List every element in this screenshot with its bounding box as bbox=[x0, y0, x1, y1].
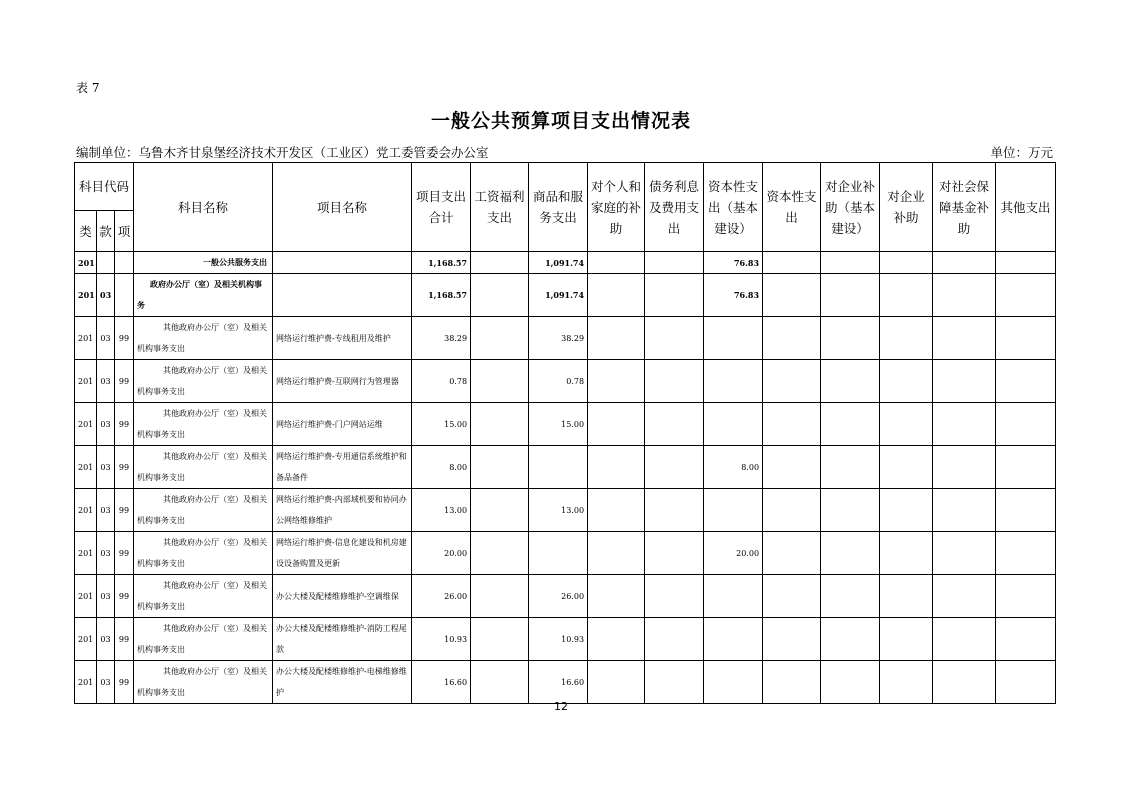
table-row bbox=[75, 618, 1056, 661]
table-row bbox=[75, 575, 1056, 618]
cell-goods: 10.93 bbox=[529, 618, 588, 661]
cell-ent-basic bbox=[821, 532, 880, 575]
cell-ent bbox=[880, 661, 933, 704]
cell-lei: 201 bbox=[75, 661, 97, 704]
cell-kuan: 03 bbox=[97, 317, 115, 360]
cell-xiang bbox=[115, 252, 134, 274]
cell-project: 网络运行维护费-专用通信系统维护和备品备件 bbox=[273, 446, 412, 489]
compiling-unit: 编制单位：乌鲁木齐甘泉堡经济技术开发区（工业区）党工委管委会办公室 bbox=[76, 145, 489, 160]
cell-kuan: 03 bbox=[97, 446, 115, 489]
cell-ent bbox=[880, 274, 933, 317]
cell-lei: 201 bbox=[75, 317, 97, 360]
table-row bbox=[75, 403, 1056, 446]
cell-kuan: 03 bbox=[97, 661, 115, 704]
cell-project: 网络运行维护费-专线租用及维护 bbox=[273, 317, 412, 360]
cell-debt bbox=[645, 661, 704, 704]
cell-capital-basic: 8.00 bbox=[704, 446, 763, 489]
header-ent: 对企业补助 bbox=[880, 163, 933, 252]
cell-subject bbox=[134, 403, 273, 446]
subject-text: 其他政府办公厅（室）及相关机构事务支出 bbox=[137, 452, 268, 482]
cell-social bbox=[933, 489, 996, 532]
cell-debt bbox=[645, 446, 704, 489]
cell-social bbox=[933, 575, 996, 618]
header-wage: 工资福利支出 bbox=[471, 163, 529, 252]
cell-xiang: 99 bbox=[115, 489, 134, 532]
cell-personal bbox=[588, 618, 645, 661]
cell-other bbox=[996, 575, 1056, 618]
cell-ent bbox=[880, 360, 933, 403]
cell-goods: 15.00 bbox=[529, 403, 588, 446]
subject-text: 其他政府办公厅（室）及相关机构事务支出 bbox=[137, 667, 268, 697]
cell-lei: 201 bbox=[75, 252, 97, 274]
cell-project: 网络运行维护费-内部域机要和协同办公网络维修维护 bbox=[273, 489, 412, 532]
cell-debt bbox=[645, 252, 704, 274]
cell-project bbox=[273, 252, 412, 274]
cell-debt bbox=[645, 575, 704, 618]
cell-subject bbox=[134, 661, 273, 704]
cell-lei: 201 bbox=[75, 489, 97, 532]
cell-personal bbox=[588, 360, 645, 403]
cell-personal bbox=[588, 661, 645, 704]
table-row bbox=[75, 661, 1056, 704]
table-label: 表 7 bbox=[76, 81, 100, 95]
cell-capital-basic bbox=[704, 489, 763, 532]
cell-wage bbox=[471, 446, 529, 489]
cell-total: 8.00 bbox=[412, 446, 471, 489]
cell-xiang bbox=[115, 274, 134, 317]
cell-debt bbox=[645, 532, 704, 575]
cell-lei: 201 bbox=[75, 575, 97, 618]
cell-xiang: 99 bbox=[115, 532, 134, 575]
cell-capital bbox=[763, 252, 821, 274]
cell-ent bbox=[880, 618, 933, 661]
cell-ent-basic bbox=[821, 661, 880, 704]
cell-ent-basic bbox=[821, 360, 880, 403]
cell-capital bbox=[763, 403, 821, 446]
cell-subject bbox=[134, 274, 273, 317]
cell-kuan: 03 bbox=[97, 575, 115, 618]
header-kuan: 款 bbox=[97, 211, 115, 252]
cell-subject bbox=[134, 317, 273, 360]
cell-ent bbox=[880, 446, 933, 489]
cell-capital bbox=[763, 489, 821, 532]
cell-ent bbox=[880, 403, 933, 446]
cell-debt bbox=[645, 489, 704, 532]
table-row bbox=[75, 532, 1056, 575]
cell-capital-basic: 76.83 bbox=[704, 252, 763, 274]
cell-lei: 201 bbox=[75, 618, 97, 661]
cell-personal bbox=[588, 317, 645, 360]
header-lei: 类 bbox=[75, 211, 97, 252]
cell-social bbox=[933, 403, 996, 446]
cell-lei: 201 bbox=[75, 446, 97, 489]
cell-xiang: 99 bbox=[115, 446, 134, 489]
cell-capital bbox=[763, 360, 821, 403]
header-other: 其他支出 bbox=[996, 163, 1056, 252]
cell-other bbox=[996, 317, 1056, 360]
cell-capital bbox=[763, 661, 821, 704]
cell-wage bbox=[471, 360, 529, 403]
cell-goods: 0.78 bbox=[529, 360, 588, 403]
cell-wage bbox=[471, 618, 529, 661]
cell-personal bbox=[588, 274, 645, 317]
subject-text: 其他政府办公厅（室）及相关机构事务支出 bbox=[137, 538, 268, 568]
cell-project: 网络运行维护费-门户网站运维 bbox=[273, 403, 412, 446]
cell-total: 1,168.57 bbox=[412, 274, 471, 317]
cell-xiang: 99 bbox=[115, 661, 134, 704]
cell-total: 10.93 bbox=[412, 618, 471, 661]
cell-xiang: 99 bbox=[115, 317, 134, 360]
header-project-name: 项目名称 bbox=[273, 163, 412, 252]
cell-ent-basic bbox=[821, 618, 880, 661]
cell-ent-basic bbox=[821, 575, 880, 618]
cell-capital-basic bbox=[704, 618, 763, 661]
cell-wage bbox=[471, 489, 529, 532]
cell-debt bbox=[645, 274, 704, 317]
cell-total: 38.29 bbox=[412, 317, 471, 360]
cell-ent bbox=[880, 252, 933, 274]
cell-subject bbox=[134, 575, 273, 618]
cell-capital-basic: 20.00 bbox=[704, 532, 763, 575]
cell-wage bbox=[471, 661, 529, 704]
table-row bbox=[75, 317, 1056, 360]
cell-project: 办公大楼及配楼维修维护-消防工程尾款 bbox=[273, 618, 412, 661]
cell-subject bbox=[134, 252, 273, 274]
cell-kuan: 03 bbox=[97, 532, 115, 575]
cell-ent bbox=[880, 532, 933, 575]
cell-capital-basic bbox=[704, 661, 763, 704]
cell-xiang: 99 bbox=[115, 360, 134, 403]
header-capital: 资本性支出 bbox=[763, 163, 821, 252]
cell-goods bbox=[529, 532, 588, 575]
header-subject-name: 科目名称 bbox=[134, 163, 273, 252]
cell-debt bbox=[645, 403, 704, 446]
cell-other bbox=[996, 532, 1056, 575]
cell-social bbox=[933, 274, 996, 317]
table-row bbox=[75, 489, 1056, 532]
cell-debt bbox=[645, 317, 704, 360]
cell-capital bbox=[763, 618, 821, 661]
table-row bbox=[75, 360, 1056, 403]
cell-project: 办公大楼及配楼维修维护-空调维保 bbox=[273, 575, 412, 618]
cell-goods: 16.60 bbox=[529, 661, 588, 704]
cell-kuan: 03 bbox=[97, 360, 115, 403]
budget-table bbox=[74, 162, 1056, 704]
header-ent-basic: 对企业补助（基本建设） bbox=[821, 163, 880, 252]
table-row bbox=[75, 252, 1056, 274]
cell-ent-basic bbox=[821, 274, 880, 317]
cell-social bbox=[933, 446, 996, 489]
cell-social bbox=[933, 360, 996, 403]
cell-ent-basic bbox=[821, 252, 880, 274]
cell-goods: 13.00 bbox=[529, 489, 588, 532]
cell-lei: 201 bbox=[75, 360, 97, 403]
subject-text: 其他政府办公厅（室）及相关机构事务支出 bbox=[137, 624, 268, 654]
cell-wage bbox=[471, 532, 529, 575]
cell-personal bbox=[588, 403, 645, 446]
table-body bbox=[75, 163, 1056, 704]
cell-lei: 201 bbox=[75, 403, 97, 446]
table-row bbox=[75, 274, 1056, 317]
cell-personal bbox=[588, 446, 645, 489]
cell-other bbox=[996, 274, 1056, 317]
header-debt: 债务利息及费用支出 bbox=[645, 163, 704, 252]
cell-social bbox=[933, 618, 996, 661]
cell-capital bbox=[763, 575, 821, 618]
cell-subject bbox=[134, 532, 273, 575]
cell-other bbox=[996, 661, 1056, 704]
cell-ent-basic bbox=[821, 489, 880, 532]
cell-kuan bbox=[97, 252, 115, 274]
cell-other bbox=[996, 360, 1056, 403]
cell-kuan: 03 bbox=[97, 489, 115, 532]
cell-capital-basic bbox=[704, 575, 763, 618]
cell-goods bbox=[529, 446, 588, 489]
cell-ent-basic bbox=[821, 446, 880, 489]
cell-capital-basic bbox=[704, 360, 763, 403]
cell-xiang: 99 bbox=[115, 618, 134, 661]
cell-total: 13.00 bbox=[412, 489, 471, 532]
money-unit: 单位：万元 bbox=[990, 145, 1053, 160]
header-social: 对社会保障基金补助 bbox=[933, 163, 996, 252]
cell-other bbox=[996, 403, 1056, 446]
cell-wage bbox=[471, 252, 529, 274]
cell-capital bbox=[763, 317, 821, 360]
cell-project: 办公大楼及配楼维修维护-电梯维修维护 bbox=[273, 661, 412, 704]
cell-subject bbox=[134, 489, 273, 532]
cell-total: 1,168.57 bbox=[412, 252, 471, 274]
header-xiang: 项 bbox=[115, 211, 134, 252]
subject-text: 其他政府办公厅（室）及相关机构事务支出 bbox=[137, 409, 268, 439]
cell-ent bbox=[880, 489, 933, 532]
cell-kuan: 03 bbox=[97, 618, 115, 661]
header-goods: 商品和服务支出 bbox=[529, 163, 588, 252]
cell-project bbox=[273, 274, 412, 317]
header-total: 项目支出合计 bbox=[412, 163, 471, 252]
cell-lei: 201 bbox=[75, 532, 97, 575]
cell-other bbox=[996, 489, 1056, 532]
cell-capital-basic bbox=[704, 317, 763, 360]
cell-personal bbox=[588, 532, 645, 575]
subject-text: 其他政府办公厅（室）及相关机构事务支出 bbox=[137, 581, 268, 611]
cell-subject bbox=[134, 360, 273, 403]
cell-wage bbox=[471, 403, 529, 446]
cell-social bbox=[933, 532, 996, 575]
cell-total: 26.00 bbox=[412, 575, 471, 618]
table-row bbox=[75, 446, 1056, 489]
subject-text: 一般公共服务支出 bbox=[203, 257, 268, 267]
page-number: 12 bbox=[554, 700, 568, 713]
cell-personal bbox=[588, 489, 645, 532]
header-row-1 bbox=[75, 163, 1056, 211]
cell-social bbox=[933, 252, 996, 274]
cell-total: 15.00 bbox=[412, 403, 471, 446]
cell-total: 0.78 bbox=[412, 360, 471, 403]
cell-other bbox=[996, 618, 1056, 661]
cell-wage bbox=[471, 575, 529, 618]
cell-debt bbox=[645, 618, 704, 661]
cell-social bbox=[933, 317, 996, 360]
header-personal: 对个人和家庭的补助 bbox=[588, 163, 645, 252]
cell-subject bbox=[134, 618, 273, 661]
cell-ent bbox=[880, 317, 933, 360]
cell-ent bbox=[880, 575, 933, 618]
subject-text: 其他政府办公厅（室）及相关机构事务支出 bbox=[137, 323, 268, 353]
cell-wage bbox=[471, 274, 529, 317]
cell-lei: 201 bbox=[75, 274, 97, 317]
subject-text: 其他政府办公厅（室）及相关机构事务支出 bbox=[137, 495, 268, 525]
subject-text: 其他政府办公厅（室）及相关机构事务支出 bbox=[137, 366, 268, 396]
cell-goods: 26.00 bbox=[529, 575, 588, 618]
cell-personal bbox=[588, 252, 645, 274]
cell-ent-basic bbox=[821, 403, 880, 446]
cell-goods: 38.29 bbox=[529, 317, 588, 360]
cell-goods: 1,091.74 bbox=[529, 274, 588, 317]
cell-xiang: 99 bbox=[115, 575, 134, 618]
cell-debt bbox=[645, 360, 704, 403]
cell-other bbox=[996, 446, 1056, 489]
cell-total: 20.00 bbox=[412, 532, 471, 575]
subject-text: 政府办公厅（室）及相关机构事务 bbox=[137, 279, 263, 310]
cell-capital bbox=[763, 274, 821, 317]
cell-other bbox=[996, 252, 1056, 274]
cell-subject bbox=[134, 446, 273, 489]
cell-project: 网络运行维护费-互联网行为管理器 bbox=[273, 360, 412, 403]
cell-capital bbox=[763, 532, 821, 575]
cell-kuan: 03 bbox=[97, 403, 115, 446]
cell-wage bbox=[471, 317, 529, 360]
cell-xiang: 99 bbox=[115, 403, 134, 446]
cell-personal bbox=[588, 575, 645, 618]
cell-social bbox=[933, 661, 996, 704]
header-code-group: 科目代码 bbox=[75, 163, 134, 211]
header-capital-basic: 资本性支出（基本建设） bbox=[704, 163, 763, 252]
cell-kuan: 03 bbox=[97, 274, 115, 317]
cell-goods: 1,091.74 bbox=[529, 252, 588, 274]
cell-capital-basic bbox=[704, 403, 763, 446]
cell-capital-basic: 76.83 bbox=[704, 274, 763, 317]
cell-total: 16.60 bbox=[412, 661, 471, 704]
cell-project: 网络运行维护费-信息化建设和机房建设设备购置及更新 bbox=[273, 532, 412, 575]
cell-ent-basic bbox=[821, 317, 880, 360]
cell-capital bbox=[763, 446, 821, 489]
page-title: 一般公共预算项目支出情况表 bbox=[430, 110, 691, 132]
